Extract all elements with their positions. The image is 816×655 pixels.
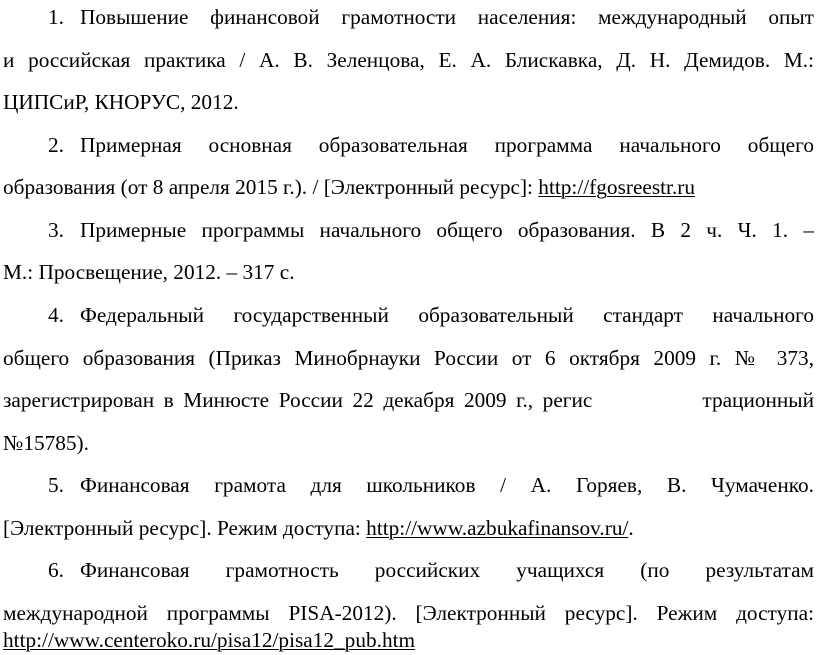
reference-1-number: 1. — [48, 5, 64, 29]
reference-5-text-2-tail: . — [628, 516, 634, 540]
reference-4-text-1: Федеральный государственный образовательный стандарт начального — [80, 303, 814, 327]
reference-5-number: 5. — [48, 473, 64, 497]
reference-6-line-2: международной программы PISA-2012). [Электронный ресурс]. Режим доступа: — [3, 601, 814, 625]
reference-2-text-2: образования (от 8 апреля 2015 г.). / [Электронный ресурс]: — [3, 175, 539, 199]
reference-3-text-1: Примерные программы начального общего образования. В 2 ч. Ч. 1. – — [80, 218, 814, 242]
reference-2-link[interactable]: http://fgosreestr.ru — [538, 175, 696, 199]
reference-6-line-3 — [3, 627, 814, 653]
reference-6-line-1 — [48, 557, 814, 583]
reference-4-line-2: общего образования (Приказ Минобрнауки России от 6 октября 2009 г. № 373, — [3, 346, 814, 370]
reference-5-text-2: [Электронный ресурс]. Режим доступа: — [3, 516, 367, 540]
reference-3-number: 3. — [48, 218, 64, 242]
reference-5-line-1 — [48, 472, 814, 498]
reference-4-text-3b: трационный — [702, 388, 814, 412]
reference-3-line-2: М.: Просвещение, 2012. – 317 с. — [3, 260, 295, 284]
reference-6-text-1: Финансовая грамотность российских учащихся (по результатам — [80, 558, 814, 582]
reference-3-line-1 — [48, 217, 814, 243]
reference-2-line-2 — [3, 174, 814, 200]
reference-4-line-1 — [48, 302, 814, 328]
reference-4-line-3 — [3, 387, 814, 413]
reference-1-line-3: ЦИПСиР, КНОРУС, 2012. — [3, 90, 239, 114]
reference-4-line-4: №15785). — [3, 431, 89, 455]
reference-4-number: 4. — [48, 303, 64, 327]
reference-2-number: 2. — [48, 133, 64, 157]
reference-2-line-1 — [48, 132, 814, 158]
reference-1-line-1 — [48, 4, 814, 30]
reference-6-number: 6. — [48, 558, 64, 582]
reference-5-line-2 — [3, 515, 814, 541]
reference-5-text-1: Финансовая грамота для школьников / А. Горяев, В. Чумаченко. — [80, 473, 814, 497]
reference-1-text-1: Повышение финансовой грамотности населения: международный опыт — [80, 5, 814, 29]
reference-5-link[interactable]: http://www.azbukafinansov.ru/ — [366, 516, 629, 540]
reference-1-line-2: и российская практика / А. В. Зеленцова, Е. А. Блискавка, Д. Н. Демидов. М.: — [3, 48, 814, 72]
reference-4-text-3a: зарегистрирован в Минюсте России 22 декабря 2009 г., регис — [3, 388, 593, 412]
reference-2-text-1: Примерная основная образовательная программа начального общего — [80, 133, 814, 157]
reference-6-link[interactable]: http://www.centeroko.ru/pisa12/pisa12_pub.htm — [3, 628, 416, 652]
